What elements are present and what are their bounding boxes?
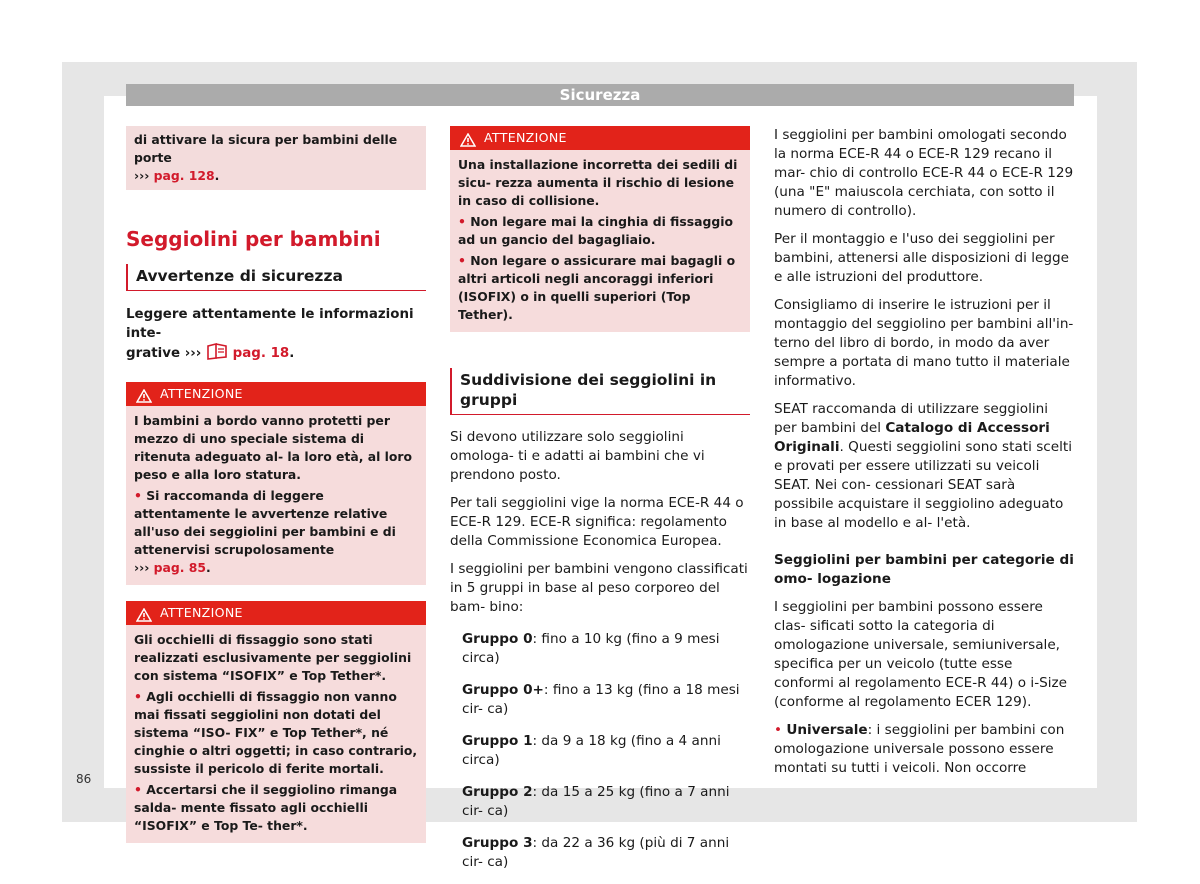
group-item: [462, 834, 750, 872]
intro-paragraph: [126, 305, 426, 366]
bullet-text: Agli occhielli di fissaggio non vanno mai fissati seggiolini non dotati del sistema “ISO- FIX” e Top Tether*, né cinghie o altri oggetti; in caso contrario, sussiste il pericolo di ferite mortali.: [134, 689, 418, 776]
warning-text: Una installazione incorretta dei sedili di sicu- rezza aumenta il rischio di lesione in caso di collisione.: [458, 157, 738, 208]
catalog-name: Catalogo di Accessori Originali: [774, 420, 1050, 455]
chapter-header: Sicurezza: [126, 84, 1074, 106]
warning-body: [450, 150, 750, 332]
page-number: 86: [76, 772, 92, 786]
warning-body: [126, 625, 426, 843]
warning-bullet: • Non legare mai la cinghia di fissaggio ad un gancio del bagagliaio.: [458, 214, 733, 247]
group-item: [462, 783, 750, 821]
paragraph: I seggiolini per bambini possono essere clas- sificati sotto la categoria di omologazione universale, semiuniversale, specifica per un veicolo (tutte esse conformi al regolamento ECE-R 44) o i-Size (conforme al regolamento ECER 129).: [774, 599, 1068, 710]
group-list: [450, 630, 750, 872]
paragraph: I seggiolini per bambini vengono classificati in 5 gruppi in base al peso corporeo del bam- bino:: [450, 561, 748, 615]
group-desc: : da 9 a 18 kg (fino a 4 anni circa): [462, 733, 721, 768]
warning-bullet: • Accertarsi che il seggiolino rimanga salda- mente fissato agli occhielli “ISOFIX” e Top Te- ther*.: [134, 782, 398, 833]
warning-box-2: [126, 601, 426, 843]
bullet-text: Si raccomanda di leggere attentamente le avvertenze relative all'uso dei seggiolini per bambini e di attenervisi scrupolosamente: [134, 488, 396, 557]
punct: .: [289, 346, 295, 361]
warning-header: [126, 382, 426, 406]
paragraph: [774, 400, 1074, 533]
bullet-text: : i seggiolini per bambini con omologazione universale possono essere montati su tutti i veicoli. Non occorre: [774, 722, 1065, 776]
group-desc: : da 15 a 25 kg (fino a 7 anni cir- ca): [462, 784, 730, 819]
bullet-label: Universale: [786, 722, 868, 738]
bullet-paragraph: • Universale: i seggiolini per bambini con omologazione universale possono essere montati su tutti i veicoli. Non occorre: [774, 722, 1065, 776]
warning-bullet: • Non legare o assicurare mai bagagli o altri articoli negli ancoraggi inferiori (ISOFIX) o in quelli superiori (Top Tether).: [458, 253, 736, 322]
warning-bullet: • Agli occhielli di fissaggio non vanno mai fissati seggiolini non dotati del sistema “ISO- FIX” e Top Tether*, né cinghie o altri oggetti; in caso contrario, sussiste il pericolo di ferite mortali.: [134, 689, 418, 776]
page-reference-link[interactable]: pag. 18: [232, 346, 290, 361]
warning-bullet: • Si raccomanda di leggere attentamente le avvertenze relative all'uso dei seggiolini per bambini e di attenervisi scrupolosamente ››› pag. 85.: [134, 488, 396, 575]
group-name: Gruppo 2: [462, 784, 533, 800]
paragraph: Consigliamo di inserire le istruzioni per il montaggio del seggiolino per bambini all'in- terno del libro di bordo, in modo da aver sempre a portata di mano tutto il materiale informativo.: [774, 297, 1074, 389]
ref-arrow: ›››: [134, 560, 150, 575]
intro-line2: grative: [126, 346, 181, 361]
group-item: [462, 681, 750, 719]
paragraph-heading: Seggiolini per bambini per categorie di omo- logazione: [774, 552, 1074, 587]
text: . Questi seggiolini sono stati scelti e provati per essere utilizzati su veicoli SEAT. Nei con- cessionari SEAT sarà possibile acquistare il seggiolino adeguato in base al modello e al- l'età.: [774, 439, 1073, 531]
column-3: [774, 126, 1074, 778]
warning-body: [126, 406, 426, 585]
warning-triangle-icon: [136, 387, 152, 401]
paragraph: Per tali seggiolini vige la norma ECE-R 44 o ECE-R 129. ECE-R significa: regolamento della Commissione Economica Europea.: [450, 495, 744, 549]
warning-header: [450, 126, 750, 150]
group-name: Gruppo 3: [462, 835, 533, 851]
ref-arrow: ›››: [184, 346, 202, 361]
column-1: [126, 126, 426, 843]
bullet-text: Non legare o assicurare mai bagagli o altri articoli negli ancoraggi inferiori (ISOFIX) o in quelli superiori (Top Tether).: [458, 253, 736, 322]
page-reference-link[interactable]: pag. 128: [153, 168, 215, 183]
bullet-text: Accertarsi che il seggiolino rimanga salda- mente fissato agli occhielli “ISOFIX” e Top Te- ther*.: [134, 782, 398, 833]
group-desc: : fino a 10 kg (fino a 9 mesi circa): [462, 631, 720, 666]
subsection-title: Suddivisione dei seggiolini in gruppi: [450, 368, 750, 415]
paragraph: I seggiolini per bambini omologati secondo la norma ECE-R 44 o ECE-R 129 recano il mar- chio di controllo ECE-R 44 o ECE-R 129 (una "E" maiuscola cerchiata, con sotto il numero di controllo).: [774, 127, 1074, 219]
warning-box-3: [450, 126, 750, 332]
bullet-text: Non legare mai la cinghia di fissaggio ad un gancio del bagagliaio.: [458, 214, 733, 247]
warning-box-1: [126, 382, 426, 585]
warning-triangle-icon: [136, 606, 152, 620]
continued-text: di attivare la sicura per bambini delle porte: [134, 132, 398, 165]
subsection-title: Avvertenze di sicurezza: [126, 264, 426, 291]
warning-label: ATTENZIONE: [160, 386, 243, 401]
book-icon: [206, 343, 228, 366]
warning-text: I bambini a bordo vanno protetti per mezzo di uno speciale sistema di ritenuta adeguato al- la loro età, al loro peso e alla loro statura.: [134, 413, 413, 482]
warning-text: Gli occhielli di fissaggio sono stati realizzati esclusivamente per seggiolini con sistema “ISOFIX” e Top Tether*.: [134, 632, 412, 683]
paragraph: Si devono utilizzare solo seggiolini omologa- ti e adatti ai bambini che vi prendono posto.: [450, 429, 705, 483]
warning-header: [126, 601, 426, 625]
group-name: Gruppo 0+: [462, 682, 544, 698]
group-desc: : fino a 13 kg (fino a 18 mesi cir- ca): [462, 682, 740, 717]
paragraph: Per il montaggio e l'uso dei seggiolini per bambini, attenersi alle disposizioni di legge e alle istruzioni del produttore.: [774, 231, 1070, 285]
continued-warning-box: [126, 126, 426, 190]
warning-label: ATTENZIONE: [160, 605, 243, 620]
group-item: [462, 630, 750, 668]
section-title: Seggiolini per bambini: [126, 227, 381, 251]
warning-triangle-icon: [460, 131, 476, 145]
warning-label: ATTENZIONE: [484, 130, 567, 145]
group-name: Gruppo 1: [462, 733, 533, 749]
punct: .: [214, 168, 220, 183]
column-2: [450, 126, 750, 872]
punct: .: [206, 560, 211, 575]
group-item: [462, 732, 750, 770]
text: SEAT raccomanda di utilizzare seggiolini per bambini del: [774, 401, 1049, 436]
group-name: Gruppo 0: [462, 631, 533, 647]
ref-arrow: ›››: [134, 168, 150, 183]
group-desc: : da 22 a 36 kg (più di 7 anni cir- ca): [462, 835, 730, 870]
page-reference-link[interactable]: pag. 85: [153, 560, 207, 575]
intro-line1: Leggere attentamente le informazioni inte-: [126, 307, 414, 341]
